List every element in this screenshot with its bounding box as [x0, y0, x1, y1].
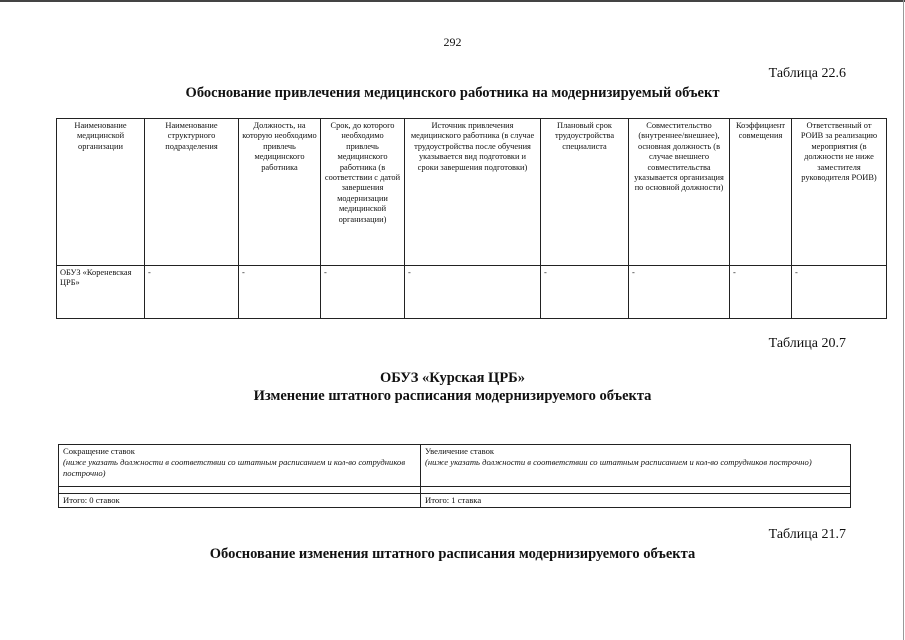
table-total-row [59, 494, 851, 508]
table-cell-empty [421, 487, 851, 494]
section1-title: Обоснование привлечения медицинского работника на модернизируемый объект [185, 85, 720, 101]
table-cell: ОБУЗ «Кореневская ЦРБ» [57, 266, 145, 319]
table-label-20-7: Таблица 20.7 [768, 336, 846, 351]
increase-header-cell [421, 445, 851, 487]
table-label-21-7: Таблица 21.7 [768, 527, 846, 542]
col-header: Наименование структурного подразделения [145, 119, 239, 266]
col-header: Ответственный от РОИВ за реализацию мероприятия (в должности не ниже заместителя руководителя РОИВ) [792, 119, 887, 266]
table-cell: - [629, 266, 730, 319]
increase-note: (ниже указать должности в соответствии со штатным расписанием и кол-во сотрудников построчно) [425, 457, 812, 467]
col-header: Должность, на которую необходимо привлечь медицинского работника [239, 119, 321, 266]
reduction-note: (ниже указать должности в соответствии со штатным расписанием и кол-во сотрудников построчно) [63, 457, 406, 478]
col-header: Срок, до которого необходимо привлечь медицинского работника (в соответствии с датой завершения модернизации медицинской организации) [321, 119, 405, 266]
table-cell: - [792, 266, 887, 319]
table-cell: - [405, 266, 541, 319]
col-header: Наименование медицинской организации [57, 119, 145, 266]
table-cell: - [321, 266, 405, 319]
table-cell-empty [59, 487, 421, 494]
reduction-header-cell [59, 445, 421, 487]
increase-header: Увеличение ставок [425, 446, 495, 456]
col-header: Плановый срок трудоустройства специалиста [541, 119, 629, 266]
reduction-total: Итого: 0 ставок [59, 494, 421, 508]
table-cell: - [730, 266, 792, 319]
table-cell: - [541, 266, 629, 319]
table-header-row [59, 445, 851, 487]
section2-title: Изменение штатного расписания модернизируемого объекта [253, 388, 652, 404]
table-header-row [57, 119, 887, 266]
table-row [57, 266, 887, 319]
table-label-22-6: Таблица 22.6 [768, 66, 846, 81]
section3-title: Обоснование изменения штатного расписания модернизируемого объекта [209, 546, 696, 562]
staffing-change-table [58, 444, 851, 508]
col-header: Источник привлечения медицинского работника (в случае трудоустройства после обучения указывается вид подготовки и сроки завершения подготовки) [405, 119, 541, 266]
table-row [59, 487, 851, 494]
page-border-top [0, 0, 905, 2]
increase-total: Итого: 1 ставка [421, 494, 851, 508]
section2-org: ОБУЗ «Курская ЦРБ» [379, 370, 526, 386]
col-header: Коэффициент совмещения [730, 119, 792, 266]
reduction-header: Сокращение ставок [63, 446, 135, 456]
page-number: 292 [443, 35, 462, 49]
col-header: Совместительство (внутреннее/внешнее), основная должность (в случае внешнего совместительства указывается организация по основной должности) [629, 119, 730, 266]
staff-attraction-table [56, 118, 887, 319]
table-cell: - [239, 266, 321, 319]
table-cell: - [145, 266, 239, 319]
